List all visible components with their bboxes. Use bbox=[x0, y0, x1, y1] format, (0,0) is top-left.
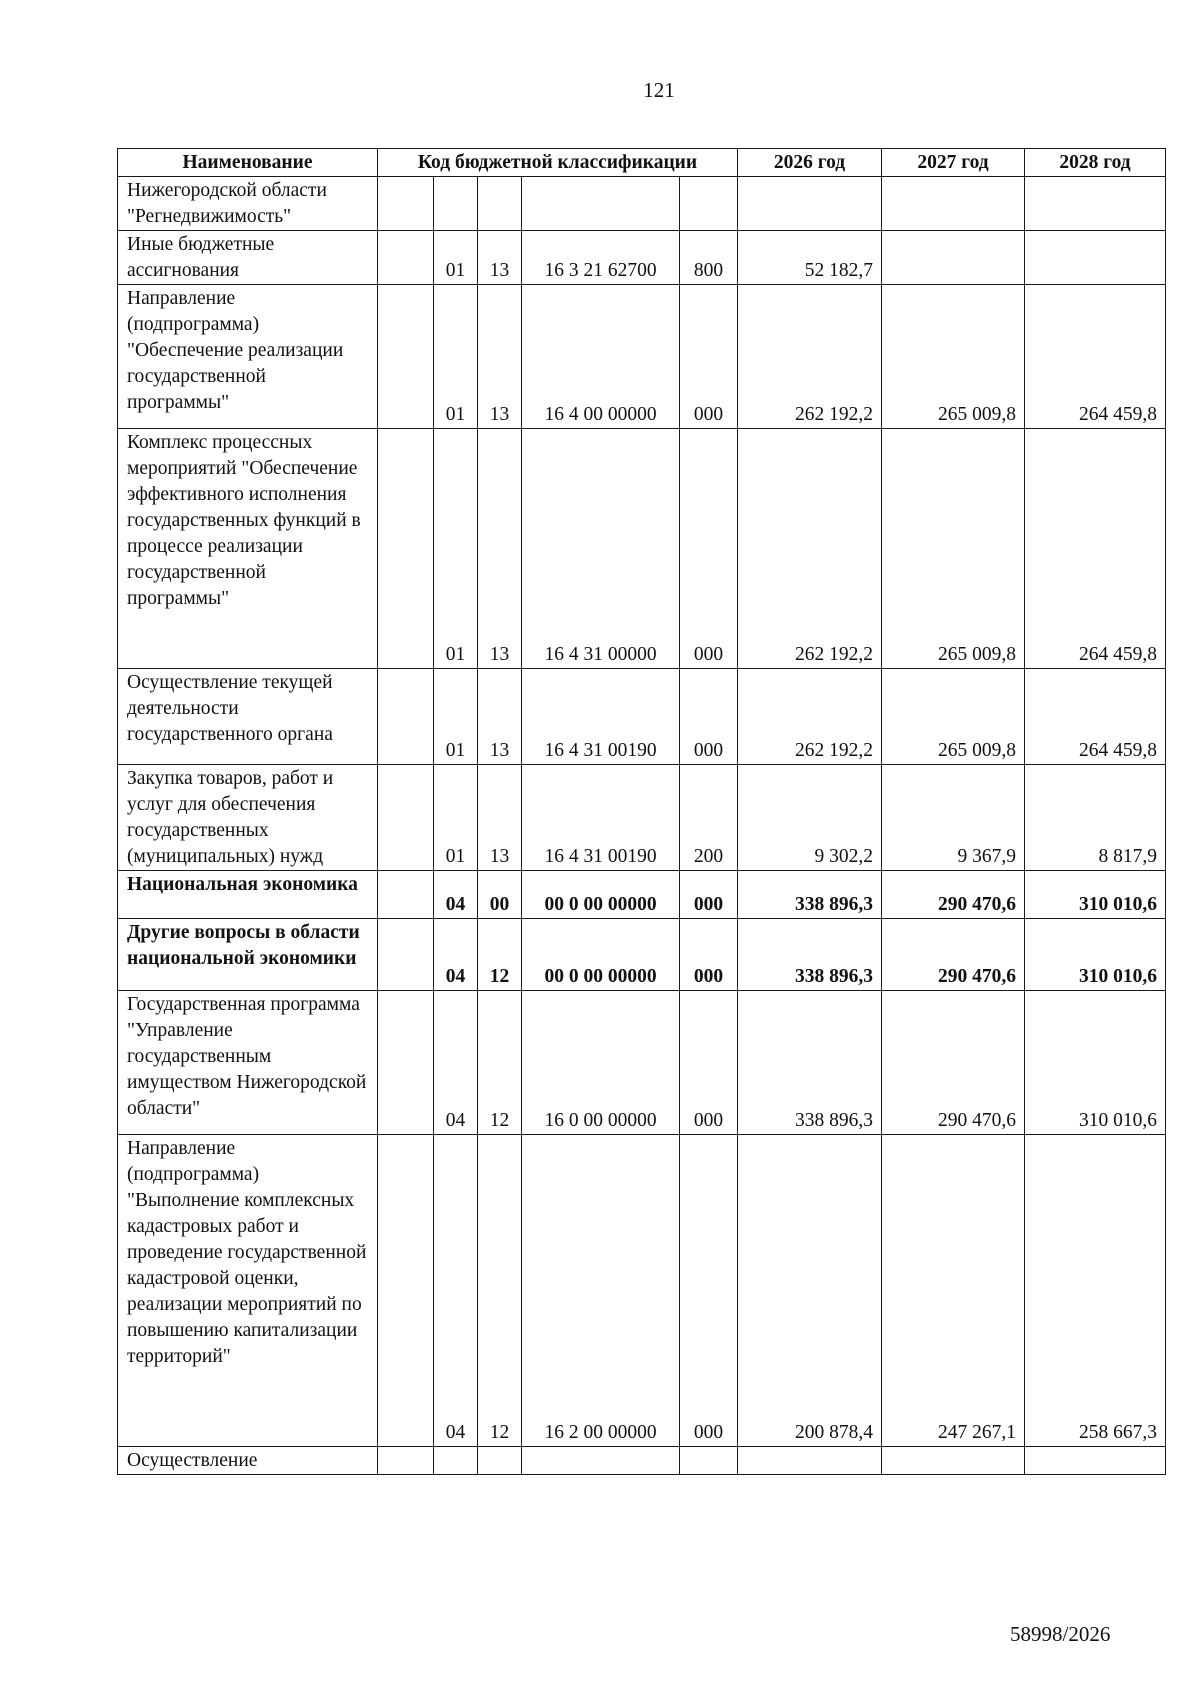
row-target-article-code: 00 0 00 00000 bbox=[522, 919, 680, 991]
row-section-code: 04 bbox=[434, 919, 478, 991]
header-2028: 2028 год bbox=[1025, 149, 1166, 177]
row-subsection-code bbox=[478, 177, 522, 231]
table-row bbox=[118, 285, 1166, 429]
row-amount-2027: 290 470,6 bbox=[882, 871, 1025, 919]
row-name: Другие вопросы в области национальной экономики bbox=[118, 919, 378, 991]
row-subsection-code: 12 bbox=[478, 1135, 522, 1447]
row-expense-type-code bbox=[680, 177, 738, 231]
page-number: 121 bbox=[643, 78, 675, 102]
row-amount-2028: 264 459,8 bbox=[1025, 429, 1166, 669]
row-target-article-code: 16 3 21 62700 bbox=[522, 231, 680, 285]
row-target-article-code: 16 4 00 00000 bbox=[522, 285, 680, 429]
row-target-article-code: 00 0 00 00000 bbox=[522, 871, 680, 919]
row-expense-type-code: 800 bbox=[680, 231, 738, 285]
row-amount-2026: 262 192,2 bbox=[738, 669, 882, 765]
row-target-article-code: 16 4 31 00190 bbox=[522, 669, 680, 765]
row-spacer bbox=[378, 1447, 434, 1475]
row-section-code: 04 bbox=[434, 991, 478, 1135]
row-spacer bbox=[378, 871, 434, 919]
row-subsection-code: 13 bbox=[478, 765, 522, 871]
row-amount-2028 bbox=[1025, 177, 1166, 231]
row-amount-2028: 264 459,8 bbox=[1025, 285, 1166, 429]
header-2026: 2026 год bbox=[738, 149, 882, 177]
row-expense-type-code: 000 bbox=[680, 919, 738, 991]
table-row bbox=[118, 765, 1166, 871]
row-name: Комплекс процессных мероприятий "Обеспечение эффективного исполнения государственных функций в процессе реализации государственной программы" bbox=[118, 429, 378, 669]
row-section-code bbox=[434, 177, 478, 231]
table-body bbox=[118, 177, 1166, 1475]
row-name: Направление (подпрограмма) "Выполнение комплексных кадастровых работ и проведение государственной кадастровой оценки, реализации мероприятий по повышению капитализации территорий" bbox=[118, 1135, 378, 1447]
row-amount-2028 bbox=[1025, 231, 1166, 285]
row-spacer bbox=[378, 177, 434, 231]
budget-table bbox=[117, 148, 1166, 1475]
row-subsection-code: 12 bbox=[478, 991, 522, 1135]
row-section-code: 01 bbox=[434, 765, 478, 871]
row-amount-2027 bbox=[882, 1447, 1025, 1475]
row-expense-type-code: 000 bbox=[680, 991, 738, 1135]
document-number: 58998/2026 bbox=[1010, 1622, 1111, 1646]
row-amount-2026 bbox=[738, 1447, 882, 1475]
row-target-article-code: 16 0 00 00000 bbox=[522, 991, 680, 1135]
row-spacer bbox=[378, 919, 434, 991]
row-amount-2027: 9 367,9 bbox=[882, 765, 1025, 871]
row-amount-2027: 265 009,8 bbox=[882, 669, 1025, 765]
row-spacer bbox=[378, 669, 434, 765]
row-section-code: 01 bbox=[434, 285, 478, 429]
table-row bbox=[118, 669, 1166, 765]
row-amount-2027: 290 470,6 bbox=[882, 991, 1025, 1135]
header-code: Код бюджетной классификации bbox=[378, 149, 738, 177]
row-amount-2027 bbox=[882, 231, 1025, 285]
row-name: Осуществление bbox=[118, 1447, 378, 1475]
table-row bbox=[118, 919, 1166, 991]
row-amount-2027 bbox=[882, 177, 1025, 231]
row-section-code: 04 bbox=[434, 871, 478, 919]
row-name: Иные бюджетные ассигнования bbox=[118, 231, 378, 285]
row-amount-2026: 262 192,2 bbox=[738, 285, 882, 429]
row-spacer bbox=[378, 285, 434, 429]
row-name: Закупка товаров, работ и услуг для обеспечения государственных (муниципальных) нужд bbox=[118, 765, 378, 871]
row-name: Направление (подпрограмма) "Обеспечение реализации государственной программы" bbox=[118, 285, 378, 429]
row-section-code bbox=[434, 1447, 478, 1475]
header-2027: 2027 год bbox=[882, 149, 1025, 177]
header-name: Наименование bbox=[118, 149, 378, 177]
row-amount-2026: 338 896,3 bbox=[738, 991, 882, 1135]
row-spacer bbox=[378, 231, 434, 285]
row-expense-type-code: 000 bbox=[680, 669, 738, 765]
row-expense-type-code: 000 bbox=[680, 871, 738, 919]
row-amount-2026: 9 302,2 bbox=[738, 765, 882, 871]
row-spacer bbox=[378, 991, 434, 1135]
row-section-code: 01 bbox=[434, 429, 478, 669]
table-row bbox=[118, 177, 1166, 231]
row-spacer bbox=[378, 429, 434, 669]
table-row bbox=[118, 1135, 1166, 1447]
row-amount-2027: 265 009,8 bbox=[882, 285, 1025, 429]
row-amount-2026: 338 896,3 bbox=[738, 871, 882, 919]
row-name: Государственная программа "Управление государственным имуществом Нижегородской области" bbox=[118, 991, 378, 1135]
row-target-article-code bbox=[522, 177, 680, 231]
row-amount-2026: 338 896,3 bbox=[738, 919, 882, 991]
row-target-article-code: 16 4 31 00190 bbox=[522, 765, 680, 871]
row-expense-type-code: 000 bbox=[680, 1135, 738, 1447]
table-row bbox=[118, 991, 1166, 1135]
row-amount-2028: 264 459,8 bbox=[1025, 669, 1166, 765]
row-subsection-code: 13 bbox=[478, 285, 522, 429]
table-row bbox=[118, 231, 1166, 285]
row-amount-2028: 310 010,6 bbox=[1025, 871, 1166, 919]
row-spacer bbox=[378, 765, 434, 871]
row-amount-2026 bbox=[738, 177, 882, 231]
row-subsection-code bbox=[478, 1447, 522, 1475]
row-name: Нижегородской области "Регнедвижимость" bbox=[118, 177, 378, 231]
row-amount-2026: 262 192,2 bbox=[738, 429, 882, 669]
row-expense-type-code bbox=[680, 1447, 738, 1475]
row-amount-2028: 258 667,3 bbox=[1025, 1135, 1166, 1447]
row-name: Осуществление текущей деятельности государственного органа bbox=[118, 669, 378, 765]
row-expense-type-code: 000 bbox=[680, 429, 738, 669]
row-amount-2028: 310 010,6 bbox=[1025, 991, 1166, 1135]
row-section-code: 01 bbox=[434, 669, 478, 765]
row-section-code: 04 bbox=[434, 1135, 478, 1447]
table-row bbox=[118, 429, 1166, 669]
row-amount-2028 bbox=[1025, 1447, 1166, 1475]
row-amount-2028: 310 010,6 bbox=[1025, 919, 1166, 991]
row-expense-type-code: 200 bbox=[680, 765, 738, 871]
row-name: Национальная экономика bbox=[118, 871, 378, 919]
row-section-code: 01 bbox=[434, 231, 478, 285]
row-subsection-code: 12 bbox=[478, 919, 522, 991]
row-amount-2026: 200 878,4 bbox=[738, 1135, 882, 1447]
row-subsection-code: 13 bbox=[478, 429, 522, 669]
row-subsection-code: 13 bbox=[478, 231, 522, 285]
row-spacer bbox=[378, 1135, 434, 1447]
row-amount-2028: 8 817,9 bbox=[1025, 765, 1166, 871]
table-row bbox=[118, 1447, 1166, 1475]
row-amount-2026: 52 182,7 bbox=[738, 231, 882, 285]
row-amount-2027: 290 470,6 bbox=[882, 919, 1025, 991]
row-subsection-code: 00 bbox=[478, 871, 522, 919]
row-target-article-code: 16 2 00 00000 bbox=[522, 1135, 680, 1447]
table-row bbox=[118, 871, 1166, 919]
row-target-article-code: 16 4 31 00000 bbox=[522, 429, 680, 669]
row-amount-2027: 265 009,8 bbox=[882, 429, 1025, 669]
row-amount-2027: 247 267,1 bbox=[882, 1135, 1025, 1447]
table-header-row bbox=[118, 149, 1166, 177]
row-expense-type-code: 000 bbox=[680, 285, 738, 429]
row-subsection-code: 13 bbox=[478, 669, 522, 765]
row-target-article-code bbox=[522, 1447, 680, 1475]
